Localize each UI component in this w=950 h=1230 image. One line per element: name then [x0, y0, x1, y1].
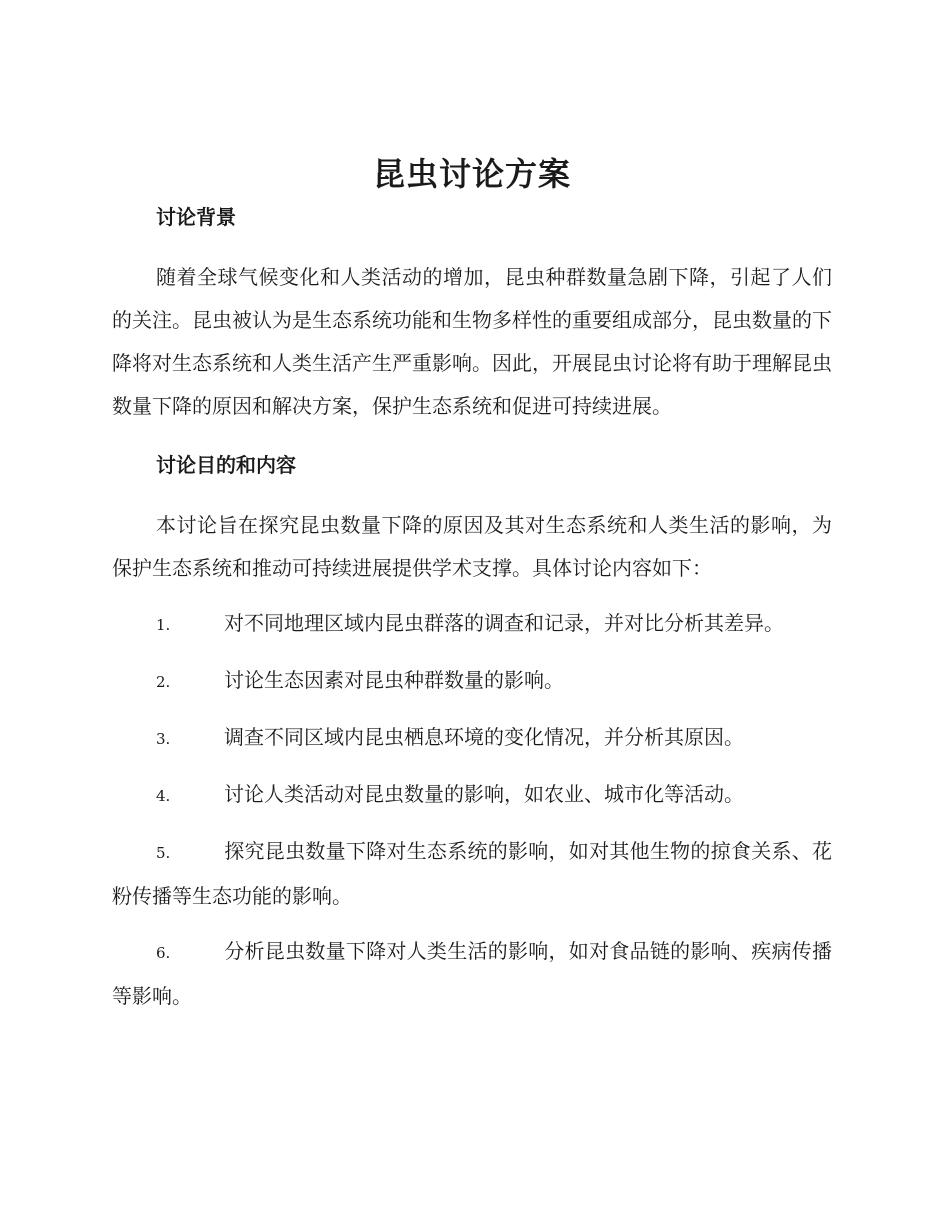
purpose-paragraph: 本讨论旨在探究昆虫数量下降的原因及其对生态系统和人类生活的影响，为保护生态系统和推动可持续进展提供学术支撑。具体讨论内容如下： [112, 513, 832, 580]
list-item [112, 930, 832, 1018]
list-item-text: 讨论生态因素对昆虫种群数量的影响。 [224, 668, 564, 692]
background-paragraph: 随着全球气候变化和人类活动的增加，昆虫种群数量急剧下降，引起了人们的关注。昆虫被认为是生态系统功能和生物多样性的重要组成部分，昆虫数量的下降将对生态系统和人类生活产生严重影响。因此，开展昆虫讨论将有助于理解昆虫数量下降的原因和解决方案，保护生态系统和促进可持续进展。 [112, 265, 832, 418]
list-item [112, 773, 832, 818]
list-item [112, 602, 832, 647]
list-item [112, 659, 832, 704]
document-page [112, 152, 832, 1030]
list-item-text: 分析昆虫数量下降对人类生活的影响，如对食品链的影响、疾病传播等影响。 [112, 939, 832, 1008]
list-item [112, 830, 832, 918]
list-item-number: 3. [156, 730, 171, 748]
list-item-number: 2. [156, 673, 171, 691]
list-item-number: 6. [156, 944, 171, 962]
list-item-number: 5. [156, 844, 171, 862]
section-heading-purpose: 讨论目的和内容 [156, 453, 296, 477]
list-item-text: 探究昆虫数量下降对生态系统的影响，如对其他生物的掠食关系、花粉传播等生态功能的影响。 [112, 839, 832, 908]
list-item-text: 对不同地理区域内昆虫群落的调查和记录，并对比分析其差异。 [224, 611, 784, 635]
document-title: 昆虫讨论方案 [372, 155, 571, 193]
section-heading-background: 讨论背景 [156, 205, 236, 229]
list-item-number: 1. [156, 616, 171, 634]
list-item-text: 讨论人类活动对昆虫数量的影响，如农业、城市化等活动。 [224, 782, 744, 806]
content-list [112, 602, 832, 1018]
list-item-text: 调查不同区域内昆虫栖息环境的变化情况，并分析其原因。 [224, 725, 744, 749]
list-item [112, 716, 832, 761]
list-item-number: 4. [156, 787, 171, 805]
